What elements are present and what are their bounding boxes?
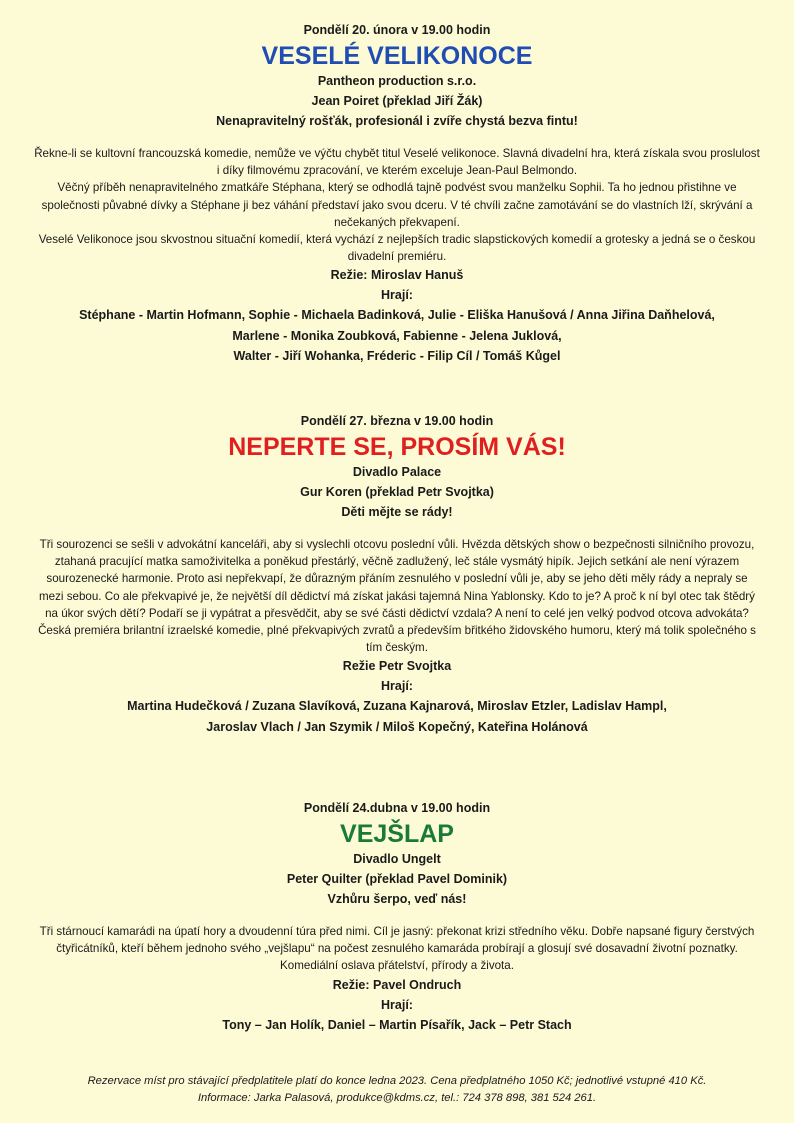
cast-line: Martina Hudečková / Zuzana Slavíková, Zuzana Kajnarová, Miroslav Etzler, Ladislav Hampl,	[127, 699, 667, 714]
event-date: Pondělí 24.dubna v 19.00 hodin	[303, 801, 491, 815]
description-paragraph: Komediální oslava přátelství, přírody a života.	[280, 959, 514, 973]
event-title: NEPERTE SE, PROSÍM VÁS!	[228, 433, 566, 461]
description-paragraph: Tři sourozenci se sešli v advokátní kanceláři, aby si vyslechli otcovu poslední vůli. Hvězda dětských show o bezpečnosti silničního provozu, ztahaná pracující matka samoživitelka a poněkud přestárlý, věčně zadlužený, leč stále vysmátý hipík. Jejich setkání ale není výrazem sourozenecké harmonie. Proto asi nepřekvapí, že důrazným přáním zesnulého v poslední vůli je, aby se jeho děti měly rády a nepraly se mezi sebou. Co ale překvapivé je, že největší díl dědictví má získat jakási tajemná Nina Yablonsky. Kdo to je? A proč k ní byl otec tak štědrý na úkor svých dětí? Podaří se ji vypátrat a přesvědčit, aby se své části dědictví vzdala? A není to celé jen velký podvod otcova advokáta?	[39, 538, 755, 620]
event-cast-label: Hrají:	[381, 288, 413, 303]
event-cast-label: Hrají:	[381, 679, 413, 694]
event-author: Jean Poiret (překlad Jiří Žák)	[311, 94, 483, 108]
event-author: Peter Quilter (překlad Pavel Dominik)	[286, 872, 508, 886]
description-paragraph: Veselé Velikonoce jsou skvostnou situační komedií, která vychází z nejlepších tradic slapstickových komedií a grotesky a jedná se o českou divadelní premiéru.	[38, 233, 756, 264]
event-company: Pantheon production s.r.o.	[317, 74, 477, 88]
description-paragraph: Věčný příběh nenapravitelného zmatkáře Stéphana, který se odhodlá tajně podvést svou manželku Sophii. Ta ho jednou přistihne ve společnosti půvabné dívky a Stéphane ji bez váhání představí jako svou dceru. V té chvíli začne zamotávání se do vlastních lží, skrývání a nečekaných překvapení.	[41, 181, 753, 229]
footer-reservation-note: Rezervace míst pro stávající předplatitele platí do konce ledna 2023. Cena předplatného 1050 Kč; jednotlivé vstupné 410 Kč.	[87, 1075, 707, 1087]
footer	[0, 1073, 794, 1107]
cast-line: Marlene - Monika Zoubková, Fabienne - Jelena Juklová,	[232, 328, 562, 343]
event-vejslap	[0, 800, 794, 1035]
cast-line: Tony – Jan Holík, Daniel – Martin Písařík, Jack – Petr Stach	[222, 1017, 572, 1032]
event-company: Divadlo Ungelt	[353, 852, 441, 866]
event-director: Režie Petr Svojtka	[342, 659, 452, 674]
event-neperte-se	[0, 413, 794, 737]
event-title: VESELÉ VELIKONOCE	[261, 42, 533, 70]
footer-contact-info: Informace: Jarka Palasová, produkce@kdms.cz, tel.: 724 378 898, 381 524 261.	[197, 1092, 597, 1104]
cast-line: Stéphane - Martin Hofmann, Sophie - Michaela Badinková, Julie - Eliška Hanušová / Anna Jiřina Daňhelová,	[79, 308, 715, 323]
event-cast-label: Hrají:	[381, 997, 413, 1012]
event-author: Gur Koren (překlad Petr Svojtka)	[300, 485, 494, 499]
event-title: VEJŠLAP	[340, 820, 454, 848]
description-paragraph: Řekne-li se kultovní francouzská komedie, nemůže ve výčtu chybět titul Veselé velikonoce. Slavná divadelní hra, která získala svou proslulost i díky filmovému zpracování, ve kterém exceluje Jean-Paul Belmondo.	[34, 147, 760, 178]
event-date: Pondělí 27. března v 19.00 hodin	[300, 414, 494, 428]
event-description	[34, 923, 760, 975]
event-date: Pondělí 20. února v 19.00 hodin	[303, 23, 491, 37]
event-tagline: Vzhůru šerpo, veď nás!	[327, 892, 467, 906]
cast-line: Jaroslav Vlach / Jan Szymik / Miloš Kopečný, Kateřina Holánová	[206, 719, 588, 734]
event-description	[34, 536, 760, 656]
event-tagline: Děti mějte se rády!	[341, 505, 453, 519]
event-veselé-velikonoce	[0, 22, 794, 367]
description-paragraph: Tři stárnoucí kamarádi na úpatí hory a dvoudenní túra před nimi. Cíl je jasný: překonat krizi středního věku. Dobře napsané figury čerstvých čtyřicátníků, kteří během jednoho svého „vejšlapu“ na počest zesnulého kamaráda probírají a glosují své dosavadní životní poznatky.	[39, 925, 755, 956]
event-tagline: Nenapravitelný rošťák, profesionál i zvíře chystá bezva fintu!	[216, 114, 578, 128]
event-description	[34, 145, 760, 265]
event-company: Divadlo Palace	[352, 465, 442, 479]
description-paragraph: Česká premiéra brilantní izraelské komedie, plné překvapivých zvratů a především břitkého židovského humoru, který má tolik společného s tím českým.	[38, 624, 756, 655]
cast-line: Walter - Jiří Wohanka, Fréderic - Filip Cíl / Tomáš Kůgel	[233, 349, 561, 364]
event-director: Režie: Miroslav Hanuš	[330, 268, 464, 283]
event-director: Režie: Pavel Ondruch	[332, 977, 462, 992]
